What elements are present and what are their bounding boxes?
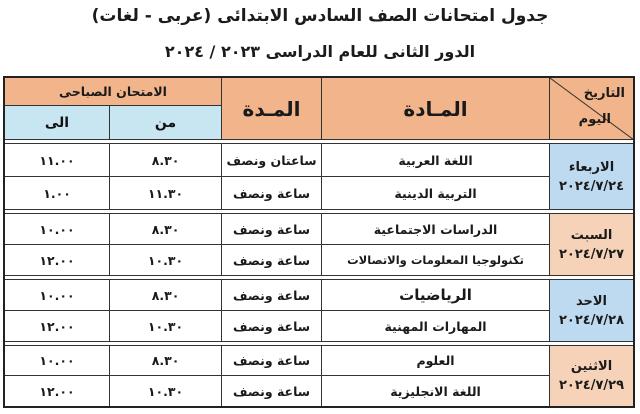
from-cell: ٨.٣٠ xyxy=(109,280,221,311)
day-group xyxy=(5,144,633,210)
table-row xyxy=(5,346,549,376)
from-cell: ١١.٣٠ xyxy=(109,177,221,210)
to-cell: ١٠.٠٠ xyxy=(5,346,109,376)
day-date-cell xyxy=(549,144,633,210)
duration-cell: ساعتان ونصف xyxy=(221,144,321,177)
day-name: الاحد xyxy=(576,293,608,309)
day-group xyxy=(5,346,633,406)
document-title: جدول امتحانات الصف السادس الابتدائى (عربى - لغات) xyxy=(91,6,549,26)
subject-header: المـادة xyxy=(321,78,549,140)
table-row xyxy=(5,376,549,406)
subject-cell: اللغة الانجليزية xyxy=(321,376,549,406)
duration-cell: ساعة ونصف xyxy=(221,245,321,276)
subject-cell: تكنولوجيا المعلومات والاتصالات xyxy=(321,245,549,276)
subject-cell: العلوم xyxy=(321,346,549,376)
table-row xyxy=(5,177,549,210)
from-cell: ١٠.٣٠ xyxy=(109,311,221,342)
date-day-header xyxy=(549,78,633,140)
to-cell: ١.٠٠ xyxy=(5,177,109,210)
to-cell: ١١.٠٠ xyxy=(5,144,109,177)
from-header: من xyxy=(109,106,221,139)
to-header: الى xyxy=(5,106,109,139)
exam-date: ٢٠٢٤/٧/٢٩ xyxy=(558,378,625,393)
from-cell: ٨.٣٠ xyxy=(109,346,221,376)
to-cell: ١٢.٠٠ xyxy=(39,383,75,399)
duration-cell: ساعة ونصف xyxy=(221,311,321,342)
day-name: السبت xyxy=(570,227,613,243)
subject-cell: الرياضيات xyxy=(321,280,549,311)
day-group xyxy=(5,280,633,342)
table-header xyxy=(5,78,633,140)
document-subtitle: الدور الثانى للعام الدراسى ٢٠٢٣ / ٢٠٢٤ xyxy=(164,42,476,61)
day-date-cell xyxy=(549,280,633,342)
day-header-label: اليوم xyxy=(578,112,611,127)
exam-date: ٢٠٢٤/٧/٢٤ xyxy=(558,178,625,194)
from-cell: ٨.٣٠ xyxy=(109,144,221,177)
table-row xyxy=(5,280,549,311)
from-cell: ١٠.٣٠ xyxy=(109,245,221,276)
subject-cell: اللغة العربية xyxy=(321,144,549,177)
day-date-cell xyxy=(549,214,633,276)
duration-cell: ساعة ونصف xyxy=(221,214,321,245)
day-name: الاربعاء xyxy=(568,159,615,175)
day-name: الاثنين xyxy=(570,359,613,374)
to-cell: ١٢.٠٠ xyxy=(5,311,109,342)
duration-header: المـدة xyxy=(221,78,321,140)
exam-schedule-table xyxy=(3,76,635,408)
duration-cell: ساعة ونصف xyxy=(221,177,321,210)
table-row xyxy=(5,214,549,245)
to-cell: ١٢.٠٠ xyxy=(5,245,109,276)
from-cell: ٨.٣٠ xyxy=(109,214,221,245)
day-group xyxy=(5,214,633,276)
exam-date: ٢٠٢٤/٧/٢٧ xyxy=(558,246,625,262)
exam-date: ٢٠٢٤/٧/٢٨ xyxy=(558,312,625,328)
to-cell: ١٠.٠٠ xyxy=(5,280,109,311)
subject-cell: التربية الدينية xyxy=(321,177,549,210)
date-header-label: التاريخ xyxy=(583,86,625,101)
table-row xyxy=(5,311,549,342)
duration-cell: ساعة ونصف xyxy=(221,280,321,311)
table-row xyxy=(5,144,549,177)
subject-cell: المهارات المهنية xyxy=(321,311,549,342)
morning-exam-header xyxy=(5,78,221,140)
table-row xyxy=(5,245,549,276)
from-cell: ١٠.٣٠ xyxy=(109,376,221,406)
subject-cell: الدراسات الاجتماعية xyxy=(321,214,549,245)
day-date-cell xyxy=(549,346,633,406)
to-cell: ١٠.٠٠ xyxy=(5,214,109,245)
morning-exam-label: الامتحان الصباحى xyxy=(5,78,221,106)
duration-cell: ساعة ونصف xyxy=(221,346,321,376)
duration-cell: ساعة ونصف xyxy=(221,376,321,406)
